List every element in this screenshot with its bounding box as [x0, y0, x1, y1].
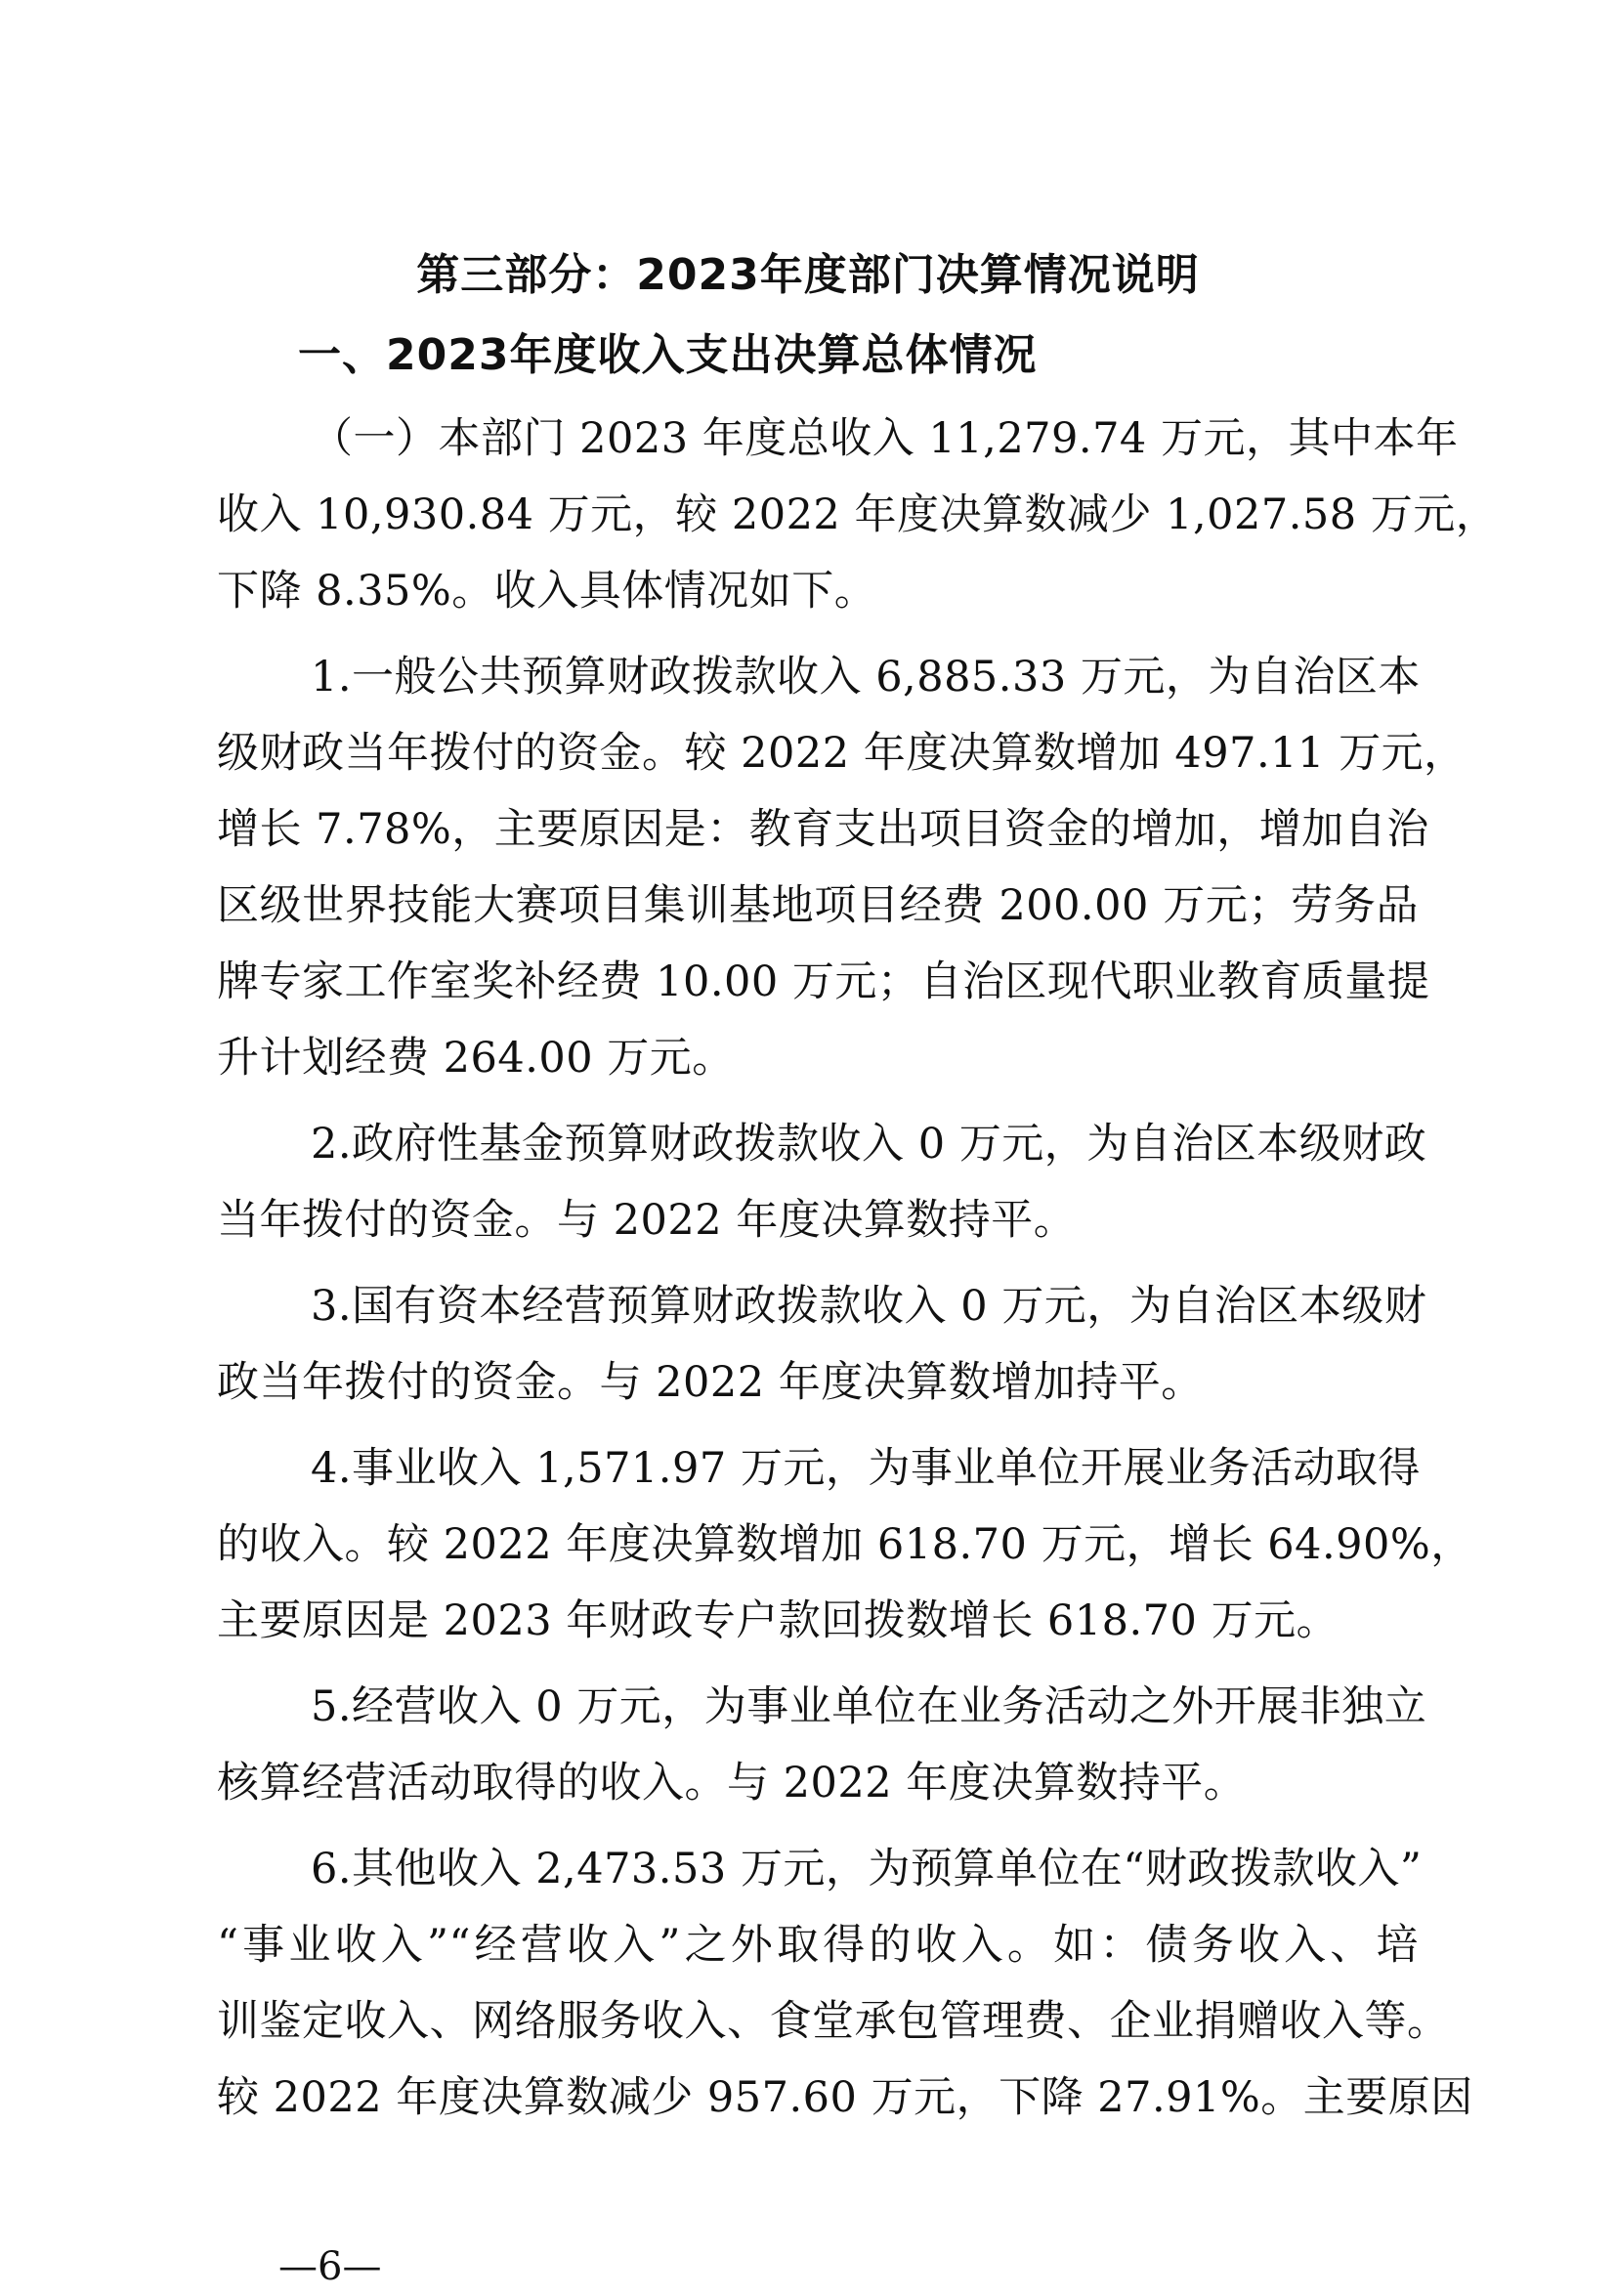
paragraph-line: 3.国有资本经营预算财政拨款收入 0 万元，为自治区本级财	[311, 1282, 1427, 1331]
paragraph-line: （一）本部门 2023 年度总收入 11,279.74 万元，其中本年	[311, 414, 1459, 463]
page-title: 第三部分：2023年度部门决算情况说明	[416, 250, 1200, 300]
paragraph-line: 2.政府性基金预算财政拨款收入 0 万元，为自治区本级财政	[311, 1120, 1427, 1169]
section-heading: 一、2023年度收入支出决算总体情况	[298, 330, 1038, 380]
paragraph-line: 收入 10,930.84 万元，较 2022 年度决算数减少 1,027.58 万元，	[217, 490, 1499, 539]
page-number: —6—	[278, 2244, 382, 2289]
paragraph-line: 核算经营活动取得的收入。与 2022 年度决算数持平。	[217, 1759, 1247, 1807]
paragraph-line: 牌专家工作室奖补经费 10.00 万元；自治区现代职业教育质量提	[217, 957, 1430, 1006]
paragraph-line: 当年拨付的资金。与 2022 年度决算数持平。	[217, 1196, 1077, 1245]
paragraph-line: 1.一般公共预算财政拨款收入 6,885.33 万元，为自治区本	[311, 653, 1421, 702]
paragraph-line: 4.事业收入 1,571.97 万元，为事业单位开展业务活动取得	[311, 1444, 1421, 1493]
paragraph-line: 较 2022 年度决算数减少 957.60 万元，下降 27.91%。主要原因	[217, 2073, 1473, 2122]
paragraph-line: 主要原因是 2023 年财政专户款回拨数增长 618.70 万元。	[217, 1596, 1340, 1645]
paragraph-line: 的收入。较 2022 年度决算数增加 618.70 万元，增长 64.90%，	[217, 1520, 1473, 1569]
paragraph-line: 下降 8.35%。收入具体情况如下。	[217, 567, 877, 616]
paragraph-line: 增长 7.78%，主要原因是：教育支出项目资金的增加，增加自治	[217, 805, 1429, 854]
paragraph-line: 区级世界技能大赛项目集训基地项目经费 200.00 万元；劳务品	[217, 881, 1419, 930]
paragraph-line: 级财政当年拨付的资金。较 2022 年度决算数增加 497.11 万元，	[217, 729, 1467, 778]
paragraph-line: “事业收入”“经营收入”之外取得的收入。如：债务收入、培	[217, 1921, 1419, 1970]
paragraph-line: 升计划经费 264.00 万元。	[217, 1034, 735, 1083]
paragraph-line: 5.经营收入 0 万元，为事业单位在业务活动之外开展非独立	[311, 1682, 1427, 1731]
paragraph-line: 政当年拨付的资金。与 2022 年度决算数增加持平。	[217, 1358, 1204, 1407]
paragraph-line: 6.其他收入 2,473.53 万元，为预算单位在“财政拨款收入”	[311, 1845, 1423, 1893]
paragraph-line: 训鉴定收入、网络服务收入、食堂承包管理费、企业捐赠收入等。	[217, 1997, 1450, 2046]
